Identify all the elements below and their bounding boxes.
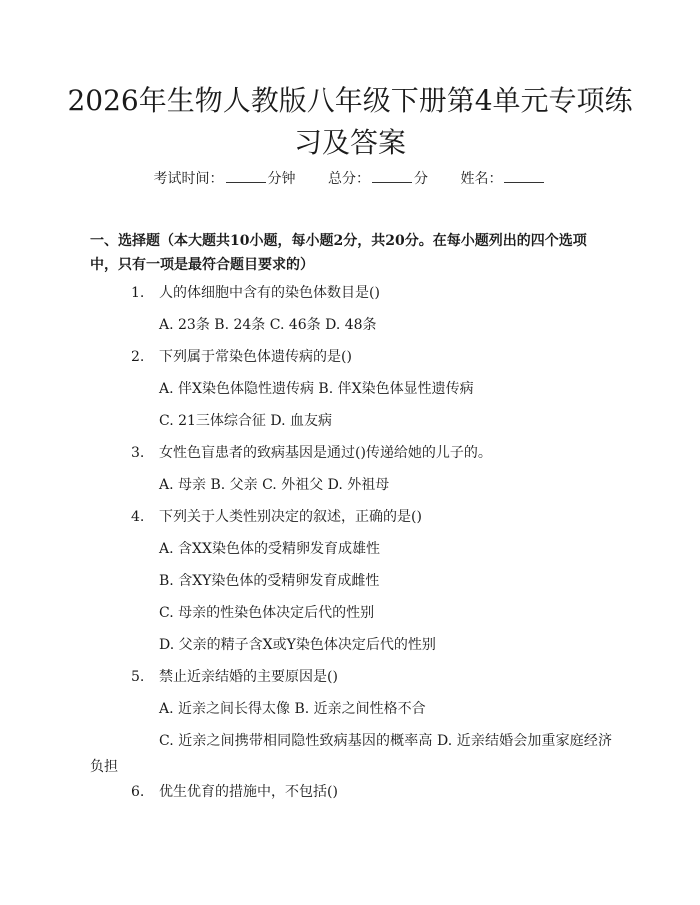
option-line: C. 21三体综合征 D. 血友病 (159, 413, 333, 429)
question-number: 3. (131, 445, 145, 461)
exam-time-unit: 分钟 (267, 171, 296, 187)
exam-time-field (154, 168, 296, 188)
student-name-blank (504, 170, 544, 183)
question-number: 4. (131, 509, 145, 525)
document-title: 2026年生物人教版八年级下册第4单元专项练习及答案 (67, 84, 633, 159)
question-number: 5. (131, 669, 145, 685)
question-text: 禁止近亲结婚的主要原因是() (159, 669, 338, 685)
section-heading: 一、选择题（本大题共10小题，每小题2分，共20分。在每小题列出的四个选项中，只有一项是最符合题目要求的） (90, 233, 587, 273)
total-score-blank (372, 170, 412, 183)
question-5-option-wrapped: C. 近亲之间携带相同隐性致病基因的概率高 D. 近亲结婚会加重家庭经济负担 (90, 733, 612, 775)
option-line: B. 含XY染色体的受精卵发育成雌性 (159, 573, 380, 589)
exam-info-row (0, 168, 700, 188)
question-text: 女性色盲患者的致病基因是通过()传递给她的儿子的。 (159, 445, 492, 461)
option-line: A. 23条 B. 24条 C. 46条 D. 48条 (159, 317, 377, 333)
question-number: 1. (131, 285, 145, 301)
total-score-field (328, 168, 428, 188)
question-number: 6. (131, 784, 145, 800)
question-text: 下列属于常染色体遗传病的是() (159, 349, 352, 365)
option-line: D. 父亲的精子含X或Y染色体决定后代的性别 (159, 637, 436, 653)
option-line: A. 伴X染色体隐性遗传病 B. 伴X染色体显性遗传病 (159, 381, 474, 397)
student-name-label: 姓名： (460, 171, 503, 187)
question-text: 优生优育的措施中，不包括() (159, 784, 338, 800)
total-score-label: 总分： (328, 171, 370, 187)
question-number: 2. (131, 349, 145, 365)
option-line: A. 含XX染色体的受精卵发育成雄性 (159, 541, 380, 557)
exam-time-blank (226, 170, 266, 183)
total-score-unit: 分 (414, 171, 428, 187)
question-text: 人的体细胞中含有的染色体数目是() (159, 285, 380, 301)
question-text: 下列关于人类性别决定的叙述，正确的是() (159, 509, 422, 525)
option-line: A. 母亲 B. 父亲 C. 外祖父 D. 外祖母 (159, 477, 390, 493)
option-line: A. 近亲之间长得太像 B. 近亲之间性格不合 (159, 701, 426, 717)
student-name-field (460, 168, 546, 188)
exam-time-label: 考试时间： (153, 171, 224, 187)
option-line: C. 母亲的性染色体决定后代的性别 (159, 605, 375, 621)
